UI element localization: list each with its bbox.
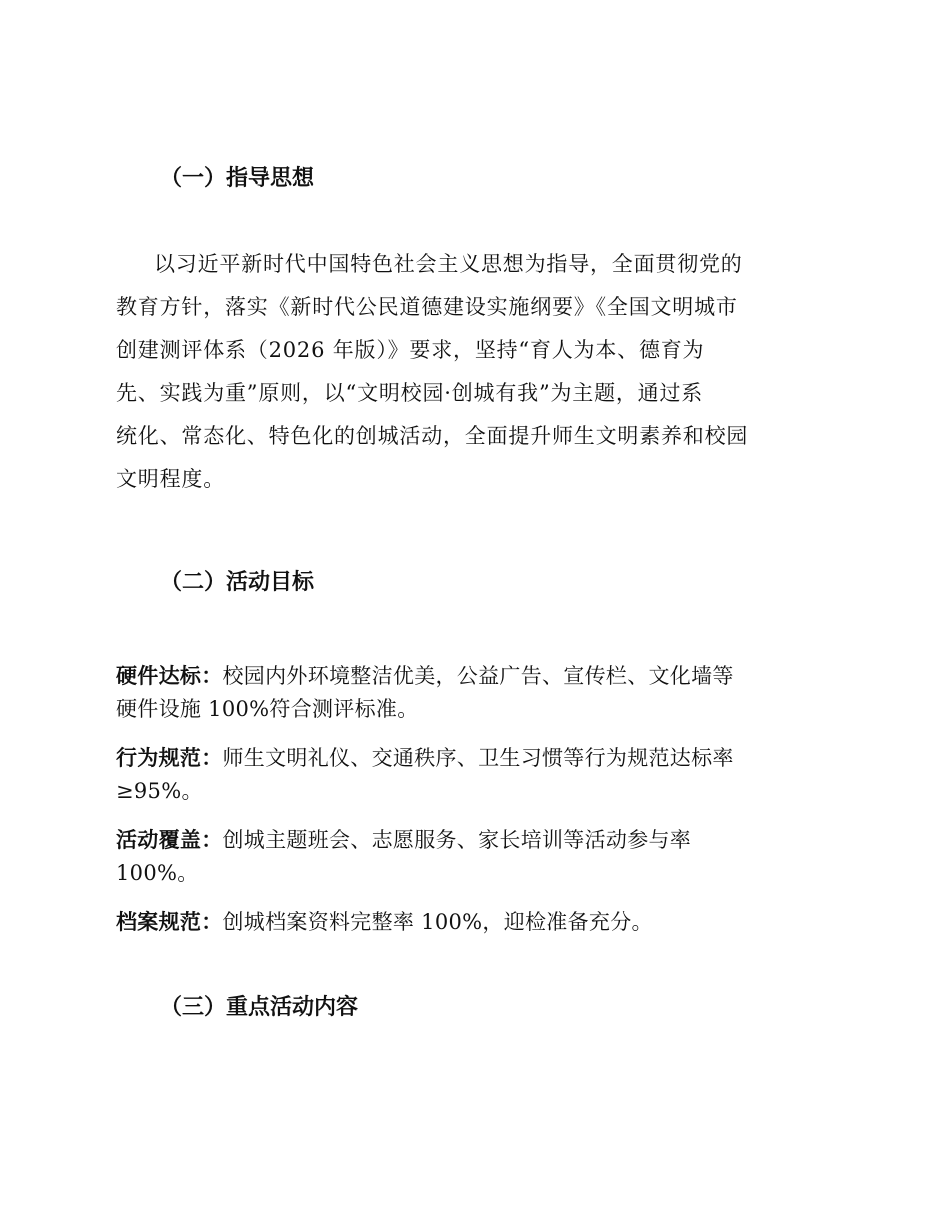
goal-term: 硬件达标： <box>116 664 223 688</box>
goal-item-hardware <box>116 660 841 726</box>
section-heading-activity-goals: （二）活动目标 <box>160 570 315 595</box>
goal-text: 师生文明礼仪、交通秩序、卫生习惯等行为规范达标率 <box>222 746 734 770</box>
goal-item-activity-coverage <box>116 824 841 890</box>
goal-item-archives <box>116 906 841 939</box>
goal-term: 行为规范： <box>116 746 223 770</box>
goal-line <box>116 824 841 857</box>
goal-line <box>116 660 841 693</box>
goal-line: ≥95%。 <box>116 779 203 803</box>
paragraph-line: 创建测评体系（2026 年版）》要求，坚持“育人为本、德育为 <box>116 338 705 362</box>
goal-line <box>116 742 841 775</box>
paragraph-line: 先、实践为重”原则，以“文明校园·创城有我”为主题，通过系 <box>116 381 704 405</box>
section-heading-guiding-thought: （一）指导思想 <box>160 166 315 191</box>
goal-line: 100%。 <box>116 861 199 885</box>
goal-text: 创城主题班会、志愿服务、家长培训等活动参与率 <box>222 828 692 852</box>
goal-term: 活动覆盖： <box>116 828 223 852</box>
paragraph-line: 统化、常态化、特色化的创城活动，全面提升师生文明素养和校园 <box>116 424 749 448</box>
goal-line: 硬件设施 100%符合测评标准。 <box>116 697 419 721</box>
goal-line <box>116 906 841 939</box>
paragraph-line: 教育方针，落实《新时代公民道德建设实施纲要》《全国文明城市 <box>116 295 738 319</box>
goal-text: 创城档案资料完整率 100%，迎检准备充分。 <box>222 910 653 934</box>
paragraph-line: 以习近平新时代中国特色社会主义思想为指导，全面贯彻党的 <box>154 252 743 276</box>
goal-item-behavior <box>116 742 841 808</box>
guiding-thought-paragraph <box>116 243 836 501</box>
activity-goals-list <box>116 660 841 955</box>
paragraph-line: 文明程度。 <box>116 467 225 491</box>
section-heading-key-activities: （三）重点活动内容 <box>160 995 359 1020</box>
goal-text: 校园内外环境整洁优美，公益广告、宣传栏、文化墙等 <box>222 664 734 688</box>
goal-term: 档案规范： <box>116 910 223 934</box>
